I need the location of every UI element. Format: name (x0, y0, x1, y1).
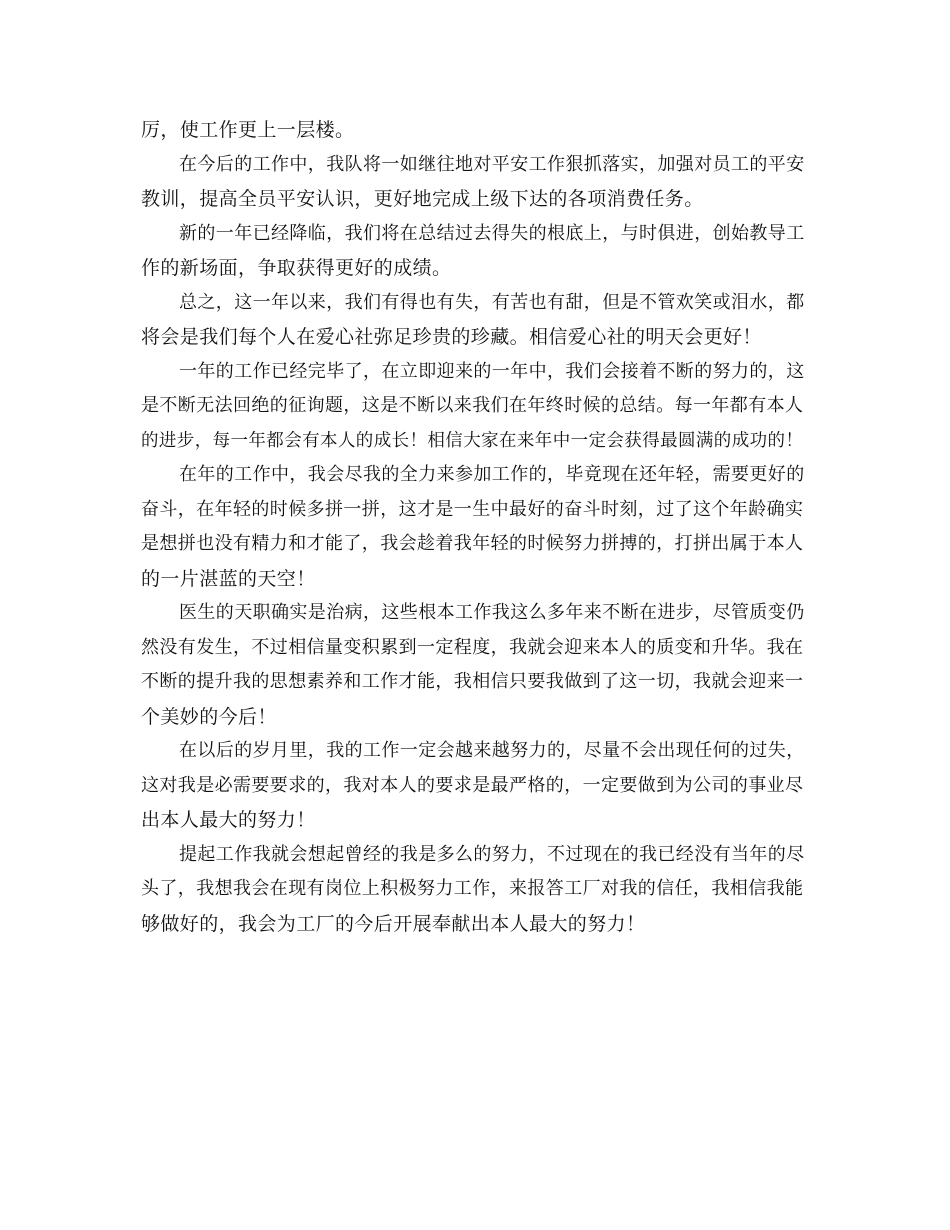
text-line: 出本人最大的努力！ (141, 809, 316, 831)
text-line: 然没有发生，不过相信量变积累到一定程度，我就会迎来本人的质变和升华。我在 (141, 636, 804, 658)
text-line: 是不断无法回绝的征询题，这是不断以来我们在年终时候的总结。每一年都有本人 (141, 395, 804, 416)
text-line: 将会是我们每个人在爱心社弥足珍贵的珍藏。相信爱心社的明天会更好！ (141, 326, 762, 348)
text-line: 这对我是必需要要求的，我对本人的要求是最严格的，一定要做到为公司的事业尽 (141, 774, 804, 796)
text-line: 教训，提高全员平安认识，更好地完成上级下达的各项消费任务。 (141, 188, 704, 210)
text-line: 在以后的岁月里，我的工作一定会越来越努力的，尽量不会出现任何的过失， (179, 740, 805, 761)
document-body (141, 113, 813, 941)
text-line: 奋斗，在年轻的时候多拼一拼，这才是一生中最好的奋斗时刻，过了这个年龄确实 (141, 498, 804, 520)
text-line: 头了，我想我会在现有岗位上积极努力工作，来报答工厂对我的信任，我相信我能 (141, 878, 804, 899)
text-line: 够做好的，我会为工厂的今后开展奉献出本人最大的努力！ (141, 912, 646, 935)
text-line: 提起工作我就会想起曾经的我是多么的努力，不过现在的我已经没有当年的尽 (179, 843, 805, 865)
text-line: 一年的工作已经完毕了，在立即迎来的一年中，我们会接着不断的努力的，这 (179, 360, 805, 382)
text-line: 是想拼也没有精力和才能了，我会趁着我年轻的时候努力拼搏的，打拼出属于本人 (141, 533, 804, 554)
text-line: 的进步，每一年都会有本人的成长！相信大家在来年中一定会获得最圆满的成功的！ (141, 430, 804, 451)
text-line: 在今后的工作中，我队将一如继往地对平安工作狠抓落实，加强对员工的平安 (179, 153, 805, 175)
text-line: 新的一年已经降临，我们将在总结过去得失的根底上，与时俱进，创始教导工 (179, 222, 805, 244)
text-line: 个美妙的今后！ (141, 705, 277, 728)
text-line: 的一片湛蓝的天空！ (141, 567, 316, 590)
text-line: 不断的提升我的思想素养和工作才能，我相信只要我做到了这一切，我就会迎来一 (141, 671, 804, 692)
text-line: 总之，这一年以来，我们有得也有失，有苦也有甜，但是不管欢笑或泪水，都 (179, 291, 805, 313)
text-line: 在年的工作中，我会尽我的全力来参加工作的，毕竟现在还年轻，需要更好的 (179, 464, 805, 485)
text-line: 厉，使工作更上一层楼。 (141, 119, 355, 141)
text-line: 作的新场面，争取获得更好的成绩。 (141, 257, 452, 279)
text-line: 医生的天职确实是治病，这些根本工作我这么多年来不断在进步，尽管质变仍 (179, 602, 805, 623)
